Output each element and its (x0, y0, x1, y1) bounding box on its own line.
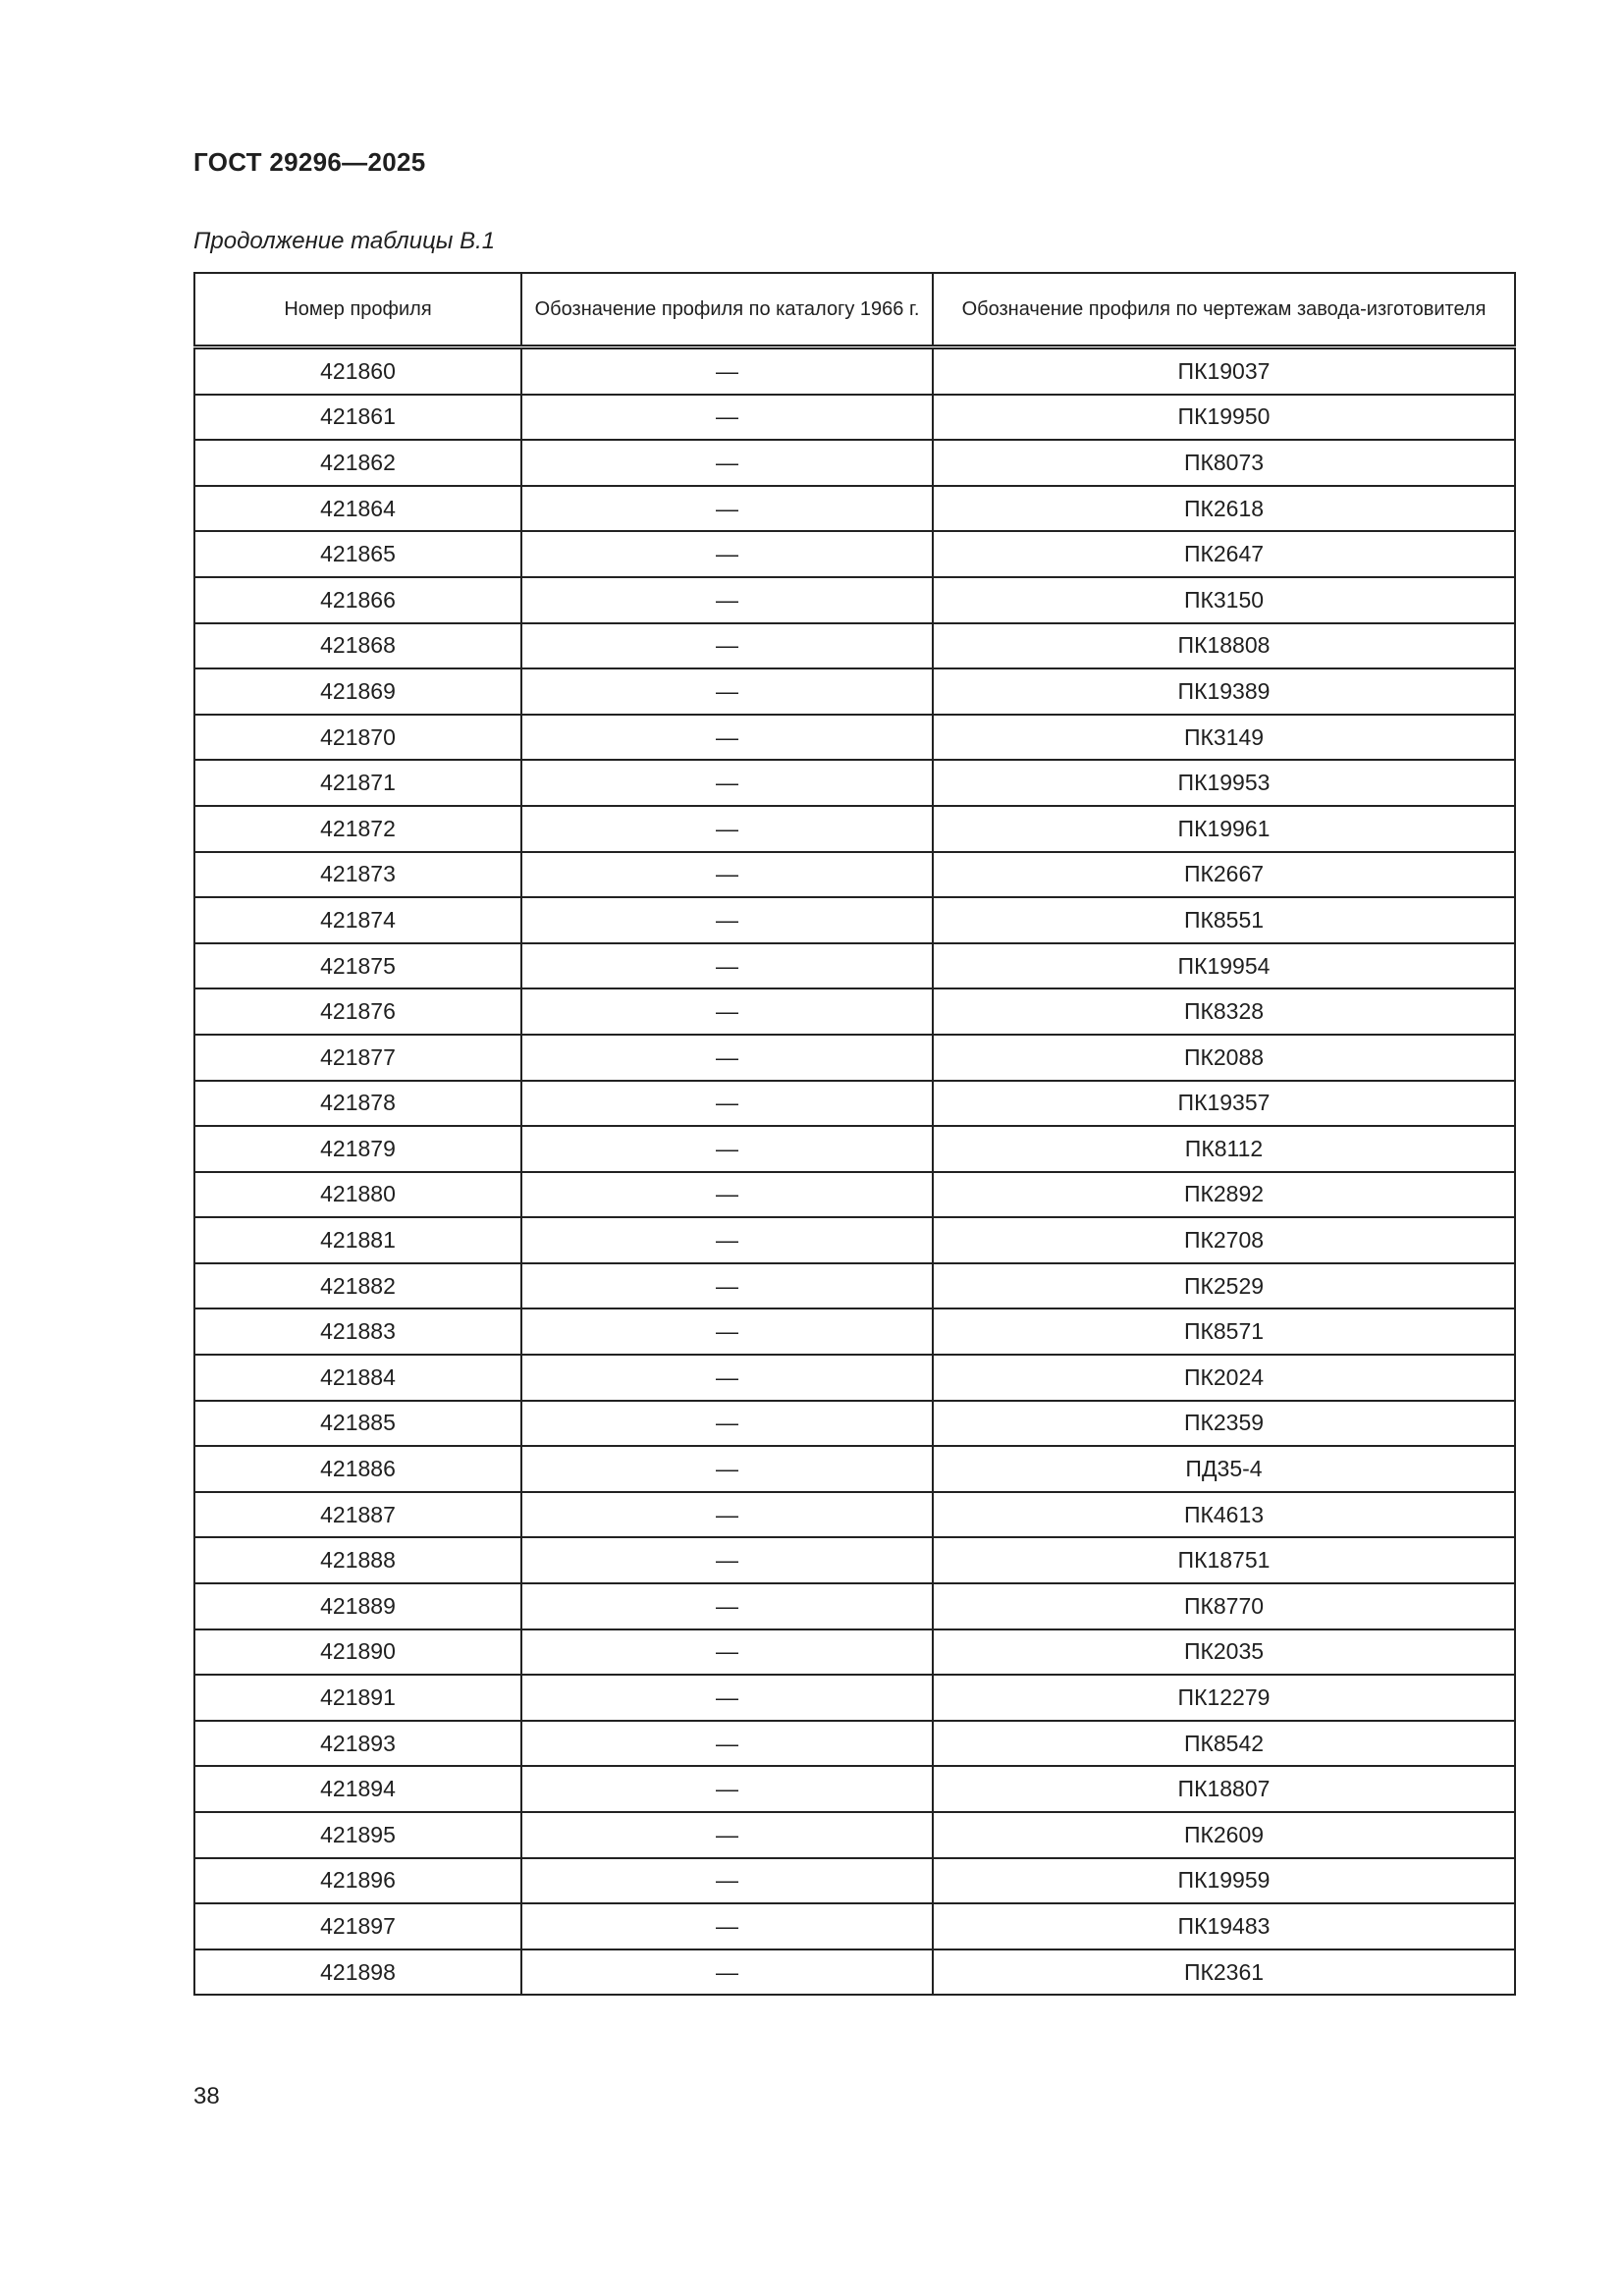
cell-factory-drawing: ПД35-4 (933, 1446, 1515, 1492)
cell-factory-drawing: ПК19961 (933, 806, 1515, 852)
table-row (194, 531, 1515, 577)
cell-profile-number: 421873 (194, 852, 521, 898)
table-row (194, 852, 1515, 898)
cell-profile-number: 421868 (194, 623, 521, 669)
cell-profile-number: 421886 (194, 1446, 521, 1492)
cell-catalog-1966: — (521, 395, 933, 441)
table-row (194, 395, 1515, 441)
cell-catalog-1966: — (521, 347, 933, 395)
cell-profile-number: 421872 (194, 806, 521, 852)
cell-catalog-1966: — (521, 1263, 933, 1309)
cell-catalog-1966: — (521, 623, 933, 669)
table-row (194, 577, 1515, 623)
table-row (194, 1081, 1515, 1127)
cell-factory-drawing: ПК19483 (933, 1903, 1515, 1949)
cell-profile-number: 421864 (194, 486, 521, 532)
cell-factory-drawing: ПК19959 (933, 1858, 1515, 1904)
cell-catalog-1966: — (521, 1949, 933, 1996)
cell-factory-drawing: ПК19357 (933, 1081, 1515, 1127)
cell-profile-number: 421885 (194, 1401, 521, 1447)
table-row (194, 806, 1515, 852)
cell-profile-number: 421876 (194, 988, 521, 1035)
header-catalog-1966: Обозначение профиля по каталогу 1966 г. (521, 273, 933, 347)
cell-factory-drawing: ПК8112 (933, 1126, 1515, 1172)
table-row (194, 1126, 1515, 1172)
cell-catalog-1966: — (521, 760, 933, 806)
cell-profile-number: 421866 (194, 577, 521, 623)
profiles-table (193, 272, 1516, 1996)
cell-factory-drawing: ПК8551 (933, 897, 1515, 943)
cell-catalog-1966: — (521, 1675, 933, 1721)
cell-catalog-1966: — (521, 897, 933, 943)
cell-catalog-1966: — (521, 440, 933, 486)
cell-factory-drawing: ПК2647 (933, 531, 1515, 577)
cell-factory-drawing: ПК8073 (933, 440, 1515, 486)
cell-profile-number: 421860 (194, 347, 521, 395)
table-body (194, 347, 1515, 1996)
table-row (194, 943, 1515, 989)
table-row (194, 1583, 1515, 1629)
table-row (194, 897, 1515, 943)
table-row (194, 1721, 1515, 1767)
cell-factory-drawing: ПК2892 (933, 1172, 1515, 1218)
cell-factory-drawing: ПК19037 (933, 347, 1515, 395)
table-row (194, 1355, 1515, 1401)
cell-catalog-1966: — (521, 1766, 933, 1812)
cell-profile-number: 421861 (194, 395, 521, 441)
cell-profile-number: 421897 (194, 1903, 521, 1949)
page-number: 38 (193, 2083, 220, 2109)
cell-catalog-1966: — (521, 1217, 933, 1263)
cell-profile-number: 421878 (194, 1081, 521, 1127)
cell-factory-drawing: ПК18751 (933, 1537, 1515, 1583)
table-row (194, 440, 1515, 486)
cell-catalog-1966: — (521, 577, 933, 623)
cell-profile-number: 421893 (194, 1721, 521, 1767)
cell-profile-number: 421891 (194, 1675, 521, 1721)
cell-profile-number: 421871 (194, 760, 521, 806)
cell-catalog-1966: — (521, 1446, 933, 1492)
cell-profile-number: 421898 (194, 1949, 521, 1996)
table-row (194, 715, 1515, 761)
table-row (194, 347, 1515, 395)
cell-catalog-1966: — (521, 1492, 933, 1538)
cell-factory-drawing: ПК8770 (933, 1583, 1515, 1629)
cell-factory-drawing: ПК2667 (933, 852, 1515, 898)
cell-catalog-1966: — (521, 988, 933, 1035)
table-row (194, 1035, 1515, 1081)
table-row (194, 1537, 1515, 1583)
cell-factory-drawing: ПК8328 (933, 988, 1515, 1035)
cell-profile-number: 421882 (194, 1263, 521, 1309)
table-row (194, 486, 1515, 532)
cell-catalog-1966: — (521, 852, 933, 898)
cell-factory-drawing: ПК2359 (933, 1401, 1515, 1447)
cell-catalog-1966: — (521, 1812, 933, 1858)
cell-factory-drawing: ПК8542 (933, 1721, 1515, 1767)
cell-factory-drawing: ПК2024 (933, 1355, 1515, 1401)
cell-factory-drawing: ПК2361 (933, 1949, 1515, 1996)
cell-factory-drawing: ПК2529 (933, 1263, 1515, 1309)
cell-profile-number: 421895 (194, 1812, 521, 1858)
table-row (194, 1812, 1515, 1858)
cell-profile-number: 421887 (194, 1492, 521, 1538)
cell-catalog-1966: — (521, 531, 933, 577)
cell-factory-drawing: ПК4613 (933, 1492, 1515, 1538)
cell-catalog-1966: — (521, 1308, 933, 1355)
cell-profile-number: 421874 (194, 897, 521, 943)
cell-catalog-1966: — (521, 1355, 933, 1401)
table-row (194, 1766, 1515, 1812)
table-row (194, 988, 1515, 1035)
cell-catalog-1966: — (521, 1858, 933, 1904)
cell-catalog-1966: — (521, 1401, 933, 1447)
table-row (194, 760, 1515, 806)
cell-factory-drawing: ПК2088 (933, 1035, 1515, 1081)
cell-profile-number: 421877 (194, 1035, 521, 1081)
cell-profile-number: 421896 (194, 1858, 521, 1904)
cell-factory-drawing: ПК2618 (933, 486, 1515, 532)
cell-catalog-1966: — (521, 943, 933, 989)
cell-catalog-1966: — (521, 1035, 933, 1081)
cell-profile-number: 421889 (194, 1583, 521, 1629)
cell-factory-drawing: ПК18807 (933, 1766, 1515, 1812)
header-profile-number: Номер профиля (194, 273, 521, 347)
cell-profile-number: 421875 (194, 943, 521, 989)
cell-factory-drawing: ПК19950 (933, 395, 1515, 441)
cell-catalog-1966: — (521, 668, 933, 715)
cell-profile-number: 421888 (194, 1537, 521, 1583)
cell-catalog-1966: — (521, 1081, 933, 1127)
table-row (194, 623, 1515, 669)
table-row (194, 1308, 1515, 1355)
table-row (194, 1446, 1515, 1492)
cell-catalog-1966: — (521, 486, 933, 532)
cell-profile-number: 421880 (194, 1172, 521, 1218)
cell-catalog-1966: — (521, 1721, 933, 1767)
cell-catalog-1966: — (521, 1583, 933, 1629)
table-row (194, 1629, 1515, 1676)
table-row (194, 1903, 1515, 1949)
cell-profile-number: 421890 (194, 1629, 521, 1676)
cell-profile-number: 421870 (194, 715, 521, 761)
cell-factory-drawing: ПК2035 (933, 1629, 1515, 1676)
cell-profile-number: 421879 (194, 1126, 521, 1172)
table-row (194, 1858, 1515, 1904)
cell-factory-drawing: ПК12279 (933, 1675, 1515, 1721)
table-row (194, 1217, 1515, 1263)
cell-factory-drawing: ПК19954 (933, 943, 1515, 989)
cell-factory-drawing: ПК3149 (933, 715, 1515, 761)
table-row (194, 668, 1515, 715)
table-row (194, 1675, 1515, 1721)
cell-factory-drawing: ПК3150 (933, 577, 1515, 623)
cell-factory-drawing: ПК8571 (933, 1308, 1515, 1355)
cell-profile-number: 421894 (194, 1766, 521, 1812)
cell-factory-drawing: ПК2708 (933, 1217, 1515, 1263)
table-caption: Продолжение таблицы В.1 (193, 228, 496, 254)
cell-profile-number: 421869 (194, 668, 521, 715)
cell-factory-drawing: ПК18808 (933, 623, 1515, 669)
cell-profile-number: 421862 (194, 440, 521, 486)
cell-catalog-1966: — (521, 1126, 933, 1172)
cell-catalog-1966: — (521, 1172, 933, 1218)
cell-catalog-1966: — (521, 1629, 933, 1676)
table-row (194, 1949, 1515, 1996)
cell-profile-number: 421865 (194, 531, 521, 577)
cell-catalog-1966: — (521, 806, 933, 852)
cell-factory-drawing: ПК19389 (933, 668, 1515, 715)
header-factory-drawing: Обозначение профиля по чертежам завода-изготовителя (933, 273, 1515, 347)
cell-profile-number: 421883 (194, 1308, 521, 1355)
cell-factory-drawing: ПК2609 (933, 1812, 1515, 1858)
cell-profile-number: 421884 (194, 1355, 521, 1401)
cell-factory-drawing: ПК19953 (933, 760, 1515, 806)
cell-catalog-1966: — (521, 715, 933, 761)
cell-catalog-1966: — (521, 1537, 933, 1583)
table-header-row (194, 273, 1515, 347)
table-row (194, 1263, 1515, 1309)
table-row (194, 1492, 1515, 1538)
table-row (194, 1172, 1515, 1218)
cell-profile-number: 421881 (194, 1217, 521, 1263)
document-header: ГОСТ 29296—2025 (193, 147, 426, 177)
cell-catalog-1966: — (521, 1903, 933, 1949)
table-row (194, 1401, 1515, 1447)
